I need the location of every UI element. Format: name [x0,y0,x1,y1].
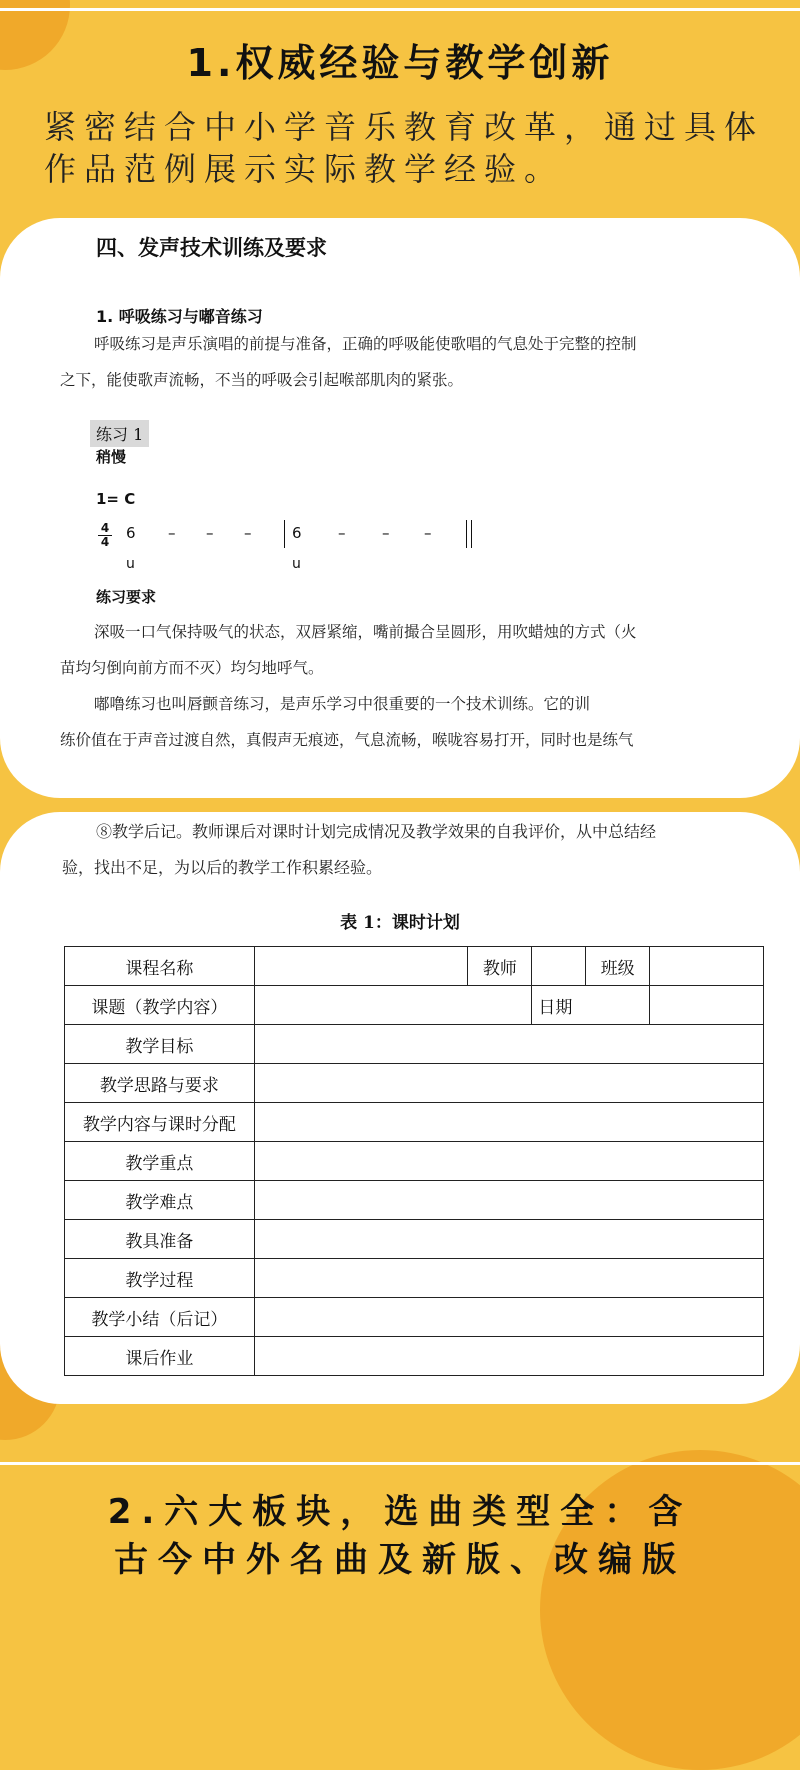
topic-value [254,986,532,1025]
section-title-2-line-1: 2.六大板块，选曲类型全：含 [107,1492,693,1532]
note-2: 6 [292,524,302,542]
section-title-2 [0,1488,800,1584]
row-label: 教学目标 [65,1025,255,1064]
tempo-marking: 稍慢 [96,448,127,466]
row-value [254,1298,763,1337]
table-row [65,947,764,986]
time-signature-top: 4 [100,521,110,535]
intro-text [44,106,764,190]
row-label: 教学思路与要求 [65,1064,255,1103]
course-name-value [254,947,468,986]
dash-5: – [382,524,390,542]
row-label: 课后作业 [65,1337,255,1376]
paragraph-postscript [62,814,782,886]
table-row [65,1259,764,1298]
row-value [254,1142,763,1181]
paragraph-line: 深吸一口气保持吸气的状态，双唇紧缩，嘴前撮合呈圆形，用吹蜡烛的方式（火 [94,623,637,641]
class-label: 班级 [586,947,650,986]
time-signature [98,522,112,549]
lesson-plan-card [0,812,800,1404]
table-row [65,986,764,1025]
requirement-heading: 练习要求 [96,588,157,606]
section-title-1: 1.权威经验与教学创新 [186,41,614,85]
final-barline-thick [471,520,472,548]
row-value [254,1259,763,1298]
table-row [65,1337,764,1376]
paragraph-line: 之下，能使歌声流畅，不当的呼吸会引起喉部肌肉的紧张。 [60,371,464,389]
key-signature: 1= C [96,490,136,508]
lesson-plan-table [64,946,764,1376]
paragraph-breathing [60,326,760,398]
table-row [65,1103,764,1142]
final-barline-thin [466,520,467,548]
table-row [65,1064,764,1103]
date-value [650,986,764,1025]
paragraph-line: 嘟噜练习也叫唇颤音练习，是声乐学习中很重要的一个技术训练。它的训 [94,695,591,713]
row-label: 教学重点 [65,1142,255,1181]
row-value [254,1025,763,1064]
table-title: 表 1：课时计划 [340,913,460,933]
syllable-1: u [126,556,135,572]
exercise-tag: 练习 1 [90,420,149,447]
row-label: 课程名称 [65,947,255,986]
row-label: 教学难点 [65,1181,255,1220]
row-label: 课题（教学内容） [65,986,255,1025]
row-value [254,1337,763,1376]
paragraph-line: ⑧教学后记。教师课后对课时计划完成情况及教学效果的自我评价，从中总结经 [96,822,657,841]
row-label: 教学过程 [65,1259,255,1298]
section-heading: 四、发声技术训练及要求 [96,235,327,260]
barline [284,520,285,548]
table-row [65,1220,764,1259]
paragraph-line: 呼吸练习是声乐演唱的前提与准备，正确的呼吸能使歌唱的气息处于完整的控制 [94,335,637,353]
intro-line-1: 紧密结合中小学音乐教育改革，通过具体 [44,108,765,146]
section-title-2-line-2: 古今中外名曲及新版、改编版 [114,1540,686,1580]
paragraph-lip-trill [60,686,760,758]
row-value [254,1220,763,1259]
table-row [65,1181,764,1220]
top-divider [0,8,800,11]
teacher-label: 教师 [468,947,532,986]
sub-heading: 1. 呼吸练习与嘟音练习 [96,307,263,326]
book-excerpt-card [0,218,800,798]
dash-1: – [168,524,176,542]
dash-4: – [338,524,346,542]
syllable-2: u [292,556,301,572]
row-label: 教具准备 [65,1220,255,1259]
row-value [254,1064,763,1103]
time-signature-bottom: 4 [100,535,110,549]
bottom-divider [0,1462,800,1465]
row-label: 教学小结（后记） [65,1298,255,1337]
intro-line-2: 作品范例展示实际教学经验。 [44,150,565,188]
dash-2: – [206,524,214,542]
table-row [65,1142,764,1181]
row-label: 教学内容与课时分配 [65,1103,255,1142]
teacher-value [532,947,586,986]
paragraph-line: 苗均匀倒向前方而不灭）均匀地呼气。 [60,659,324,677]
date-label: 日期 [532,986,650,1025]
table-row [65,1298,764,1337]
note-1: 6 [126,524,136,542]
paragraph-line: 验，找出不足，为以后的教学工作积累经验。 [62,858,383,877]
row-value [254,1181,763,1220]
dash-3: – [244,524,252,542]
table-row [65,1025,764,1064]
class-value [650,947,764,986]
row-value [254,1103,763,1142]
dash-6: – [424,524,432,542]
paragraph-requirement [60,614,760,686]
paragraph-line: 练价值在于声音过渡自然，真假声无痕迹，气息流畅，喉咙容易打开，同时也是练气 [60,731,634,749]
